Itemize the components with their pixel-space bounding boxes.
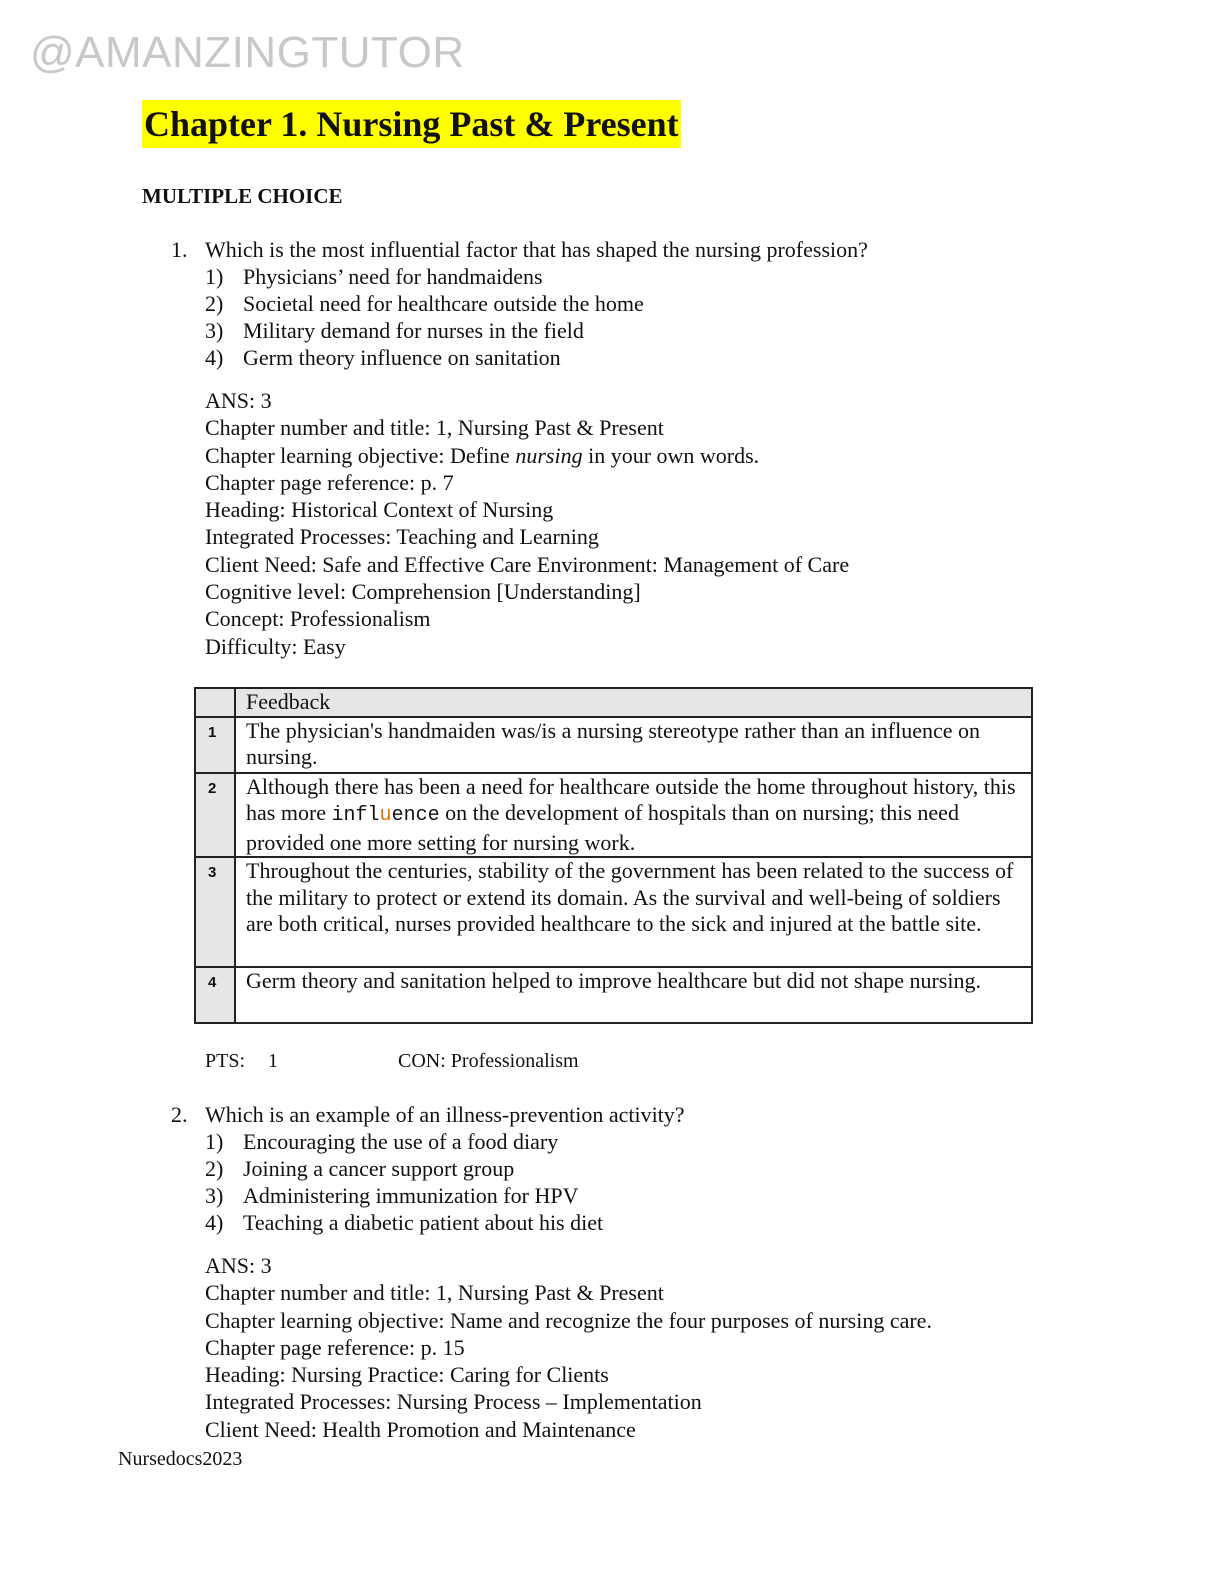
option-text: Joining a cancer support group bbox=[243, 1156, 515, 1181]
learning-objective: Chapter learning objective: Name and recognize the four purposes of nursing care. bbox=[205, 1307, 932, 1333]
feedback-row bbox=[195, 967, 1032, 1023]
footer-text: Nursedocs2023 bbox=[118, 1448, 243, 1470]
option-text: Teaching a diabetic patient about his diet bbox=[243, 1210, 604, 1235]
feedback-text-part: Although there has been a need for healthcare outside the home throughout history, this has more bbox=[246, 773, 1016, 825]
points-value: 1 bbox=[268, 1050, 278, 1072]
option-text: Societal need for healthcare outside the home bbox=[243, 291, 644, 316]
feedback-text: Throughout the centuries, stability of the government has been related to the success of the military to protect or extend its domain. As the survival and well-being of soldiers are both critical, nurses provided healthcare to the sick and injured at the battle site. bbox=[235, 857, 1032, 967]
option-number: 2) bbox=[205, 1156, 224, 1181]
section-heading: MULTIPLE CHOICE bbox=[142, 184, 343, 208]
objective-italic: nursing bbox=[515, 442, 583, 468]
question-2-metadata bbox=[205, 1252, 932, 1443]
watermark: @AMANZINGTUTOR bbox=[30, 28, 465, 77]
objective-prefix: Chapter learning objective: Define bbox=[205, 442, 516, 468]
page-reference: Chapter page reference: p. 7 bbox=[205, 469, 454, 495]
client-need: Client Need: Health Promotion and Maintenance bbox=[205, 1416, 636, 1442]
feedback-number: 1 bbox=[195, 717, 235, 773]
integrated-processes: Integrated Processes: Nursing Process – Implementation bbox=[205, 1389, 702, 1415]
feedback-row bbox=[195, 857, 1032, 967]
feedback-orange-glyph: u bbox=[379, 804, 392, 827]
chapter-info: Chapter number and title: 1, Nursing Past & Present bbox=[205, 415, 664, 441]
option-number: 3) bbox=[205, 1183, 224, 1208]
option-text: Physicians’ need for handmaidens bbox=[243, 264, 543, 289]
question-text: Which is the most influential factor that has shaped the nursing profession? bbox=[205, 237, 868, 262]
concept: Concept: Professionalism bbox=[205, 606, 431, 632]
option-text: Administering immunization for HPV bbox=[243, 1183, 579, 1208]
feedback-text-part: on the development of hospitals than on nursing; this need provided one more setting for nursing work. bbox=[246, 800, 959, 855]
feedback-text: Germ theory and sanitation helped to improve healthcare but did not shape nursing. bbox=[235, 967, 1032, 1023]
page-reference: Chapter page reference: p. 15 bbox=[205, 1334, 465, 1360]
learning-objective bbox=[205, 442, 849, 469]
option-number: 3) bbox=[205, 318, 224, 343]
feedback-row bbox=[195, 717, 1032, 773]
feedback-mono-part: infl bbox=[331, 804, 380, 827]
objective-suffix: in your own words. bbox=[582, 442, 760, 468]
client-need: Client Need: Safe and Effective Care Environment: Management of Care bbox=[205, 551, 850, 577]
answer: ANS: 3 bbox=[205, 388, 272, 413]
concept-tag: CON: Professionalism bbox=[398, 1050, 579, 1072]
option-text: Germ theory influence on sanitation bbox=[243, 345, 561, 370]
feedback-number: 3 bbox=[195, 857, 235, 967]
cognitive-level: Cognitive level: Comprehension [Understanding] bbox=[205, 579, 641, 605]
question-1-metadata bbox=[205, 387, 849, 660]
difficulty: Difficulty: Easy bbox=[205, 633, 346, 659]
option-number: 2) bbox=[205, 291, 224, 316]
feedback-text bbox=[235, 773, 1032, 858]
question-number: 2. bbox=[171, 1102, 188, 1127]
feedback-header: Feedback bbox=[235, 688, 1032, 717]
option-text: Encouraging the use of a food diary bbox=[243, 1129, 559, 1154]
answer: ANS: 3 bbox=[205, 1253, 272, 1278]
question-text: Which is an example of an illness-prevention activity? bbox=[205, 1102, 685, 1127]
option-number: 1) bbox=[205, 1129, 224, 1154]
points-label: PTS: bbox=[205, 1050, 246, 1072]
option-number: 4) bbox=[205, 1210, 224, 1235]
heading-info: Heading: Nursing Practice: Caring for Clients bbox=[205, 1362, 609, 1388]
feedback-header-blank bbox=[195, 688, 235, 717]
feedback-header-row bbox=[195, 688, 1032, 717]
feedback-row bbox=[195, 773, 1032, 858]
feedback-number: 4 bbox=[195, 967, 235, 1023]
option-number: 1) bbox=[205, 264, 224, 289]
feedback-text: The physician's handmaiden was/is a nursing stereotype rather than an influence on nursing. bbox=[235, 717, 1032, 773]
feedback-mono-part: ence bbox=[391, 804, 440, 827]
option-text: Military demand for nurses in the field bbox=[243, 318, 584, 343]
feedback-number: 2 bbox=[195, 773, 235, 858]
integrated-processes: Integrated Processes: Teaching and Learning bbox=[205, 524, 599, 550]
feedback-table bbox=[194, 687, 1033, 1024]
option-number: 4) bbox=[205, 345, 224, 370]
chapter-info: Chapter number and title: 1, Nursing Past & Present bbox=[205, 1280, 664, 1306]
heading-info: Heading: Historical Context of Nursing bbox=[205, 497, 554, 523]
chapter-title: Chapter 1. Nursing Past & Present bbox=[142, 100, 681, 148]
question-number: 1. bbox=[171, 237, 188, 262]
